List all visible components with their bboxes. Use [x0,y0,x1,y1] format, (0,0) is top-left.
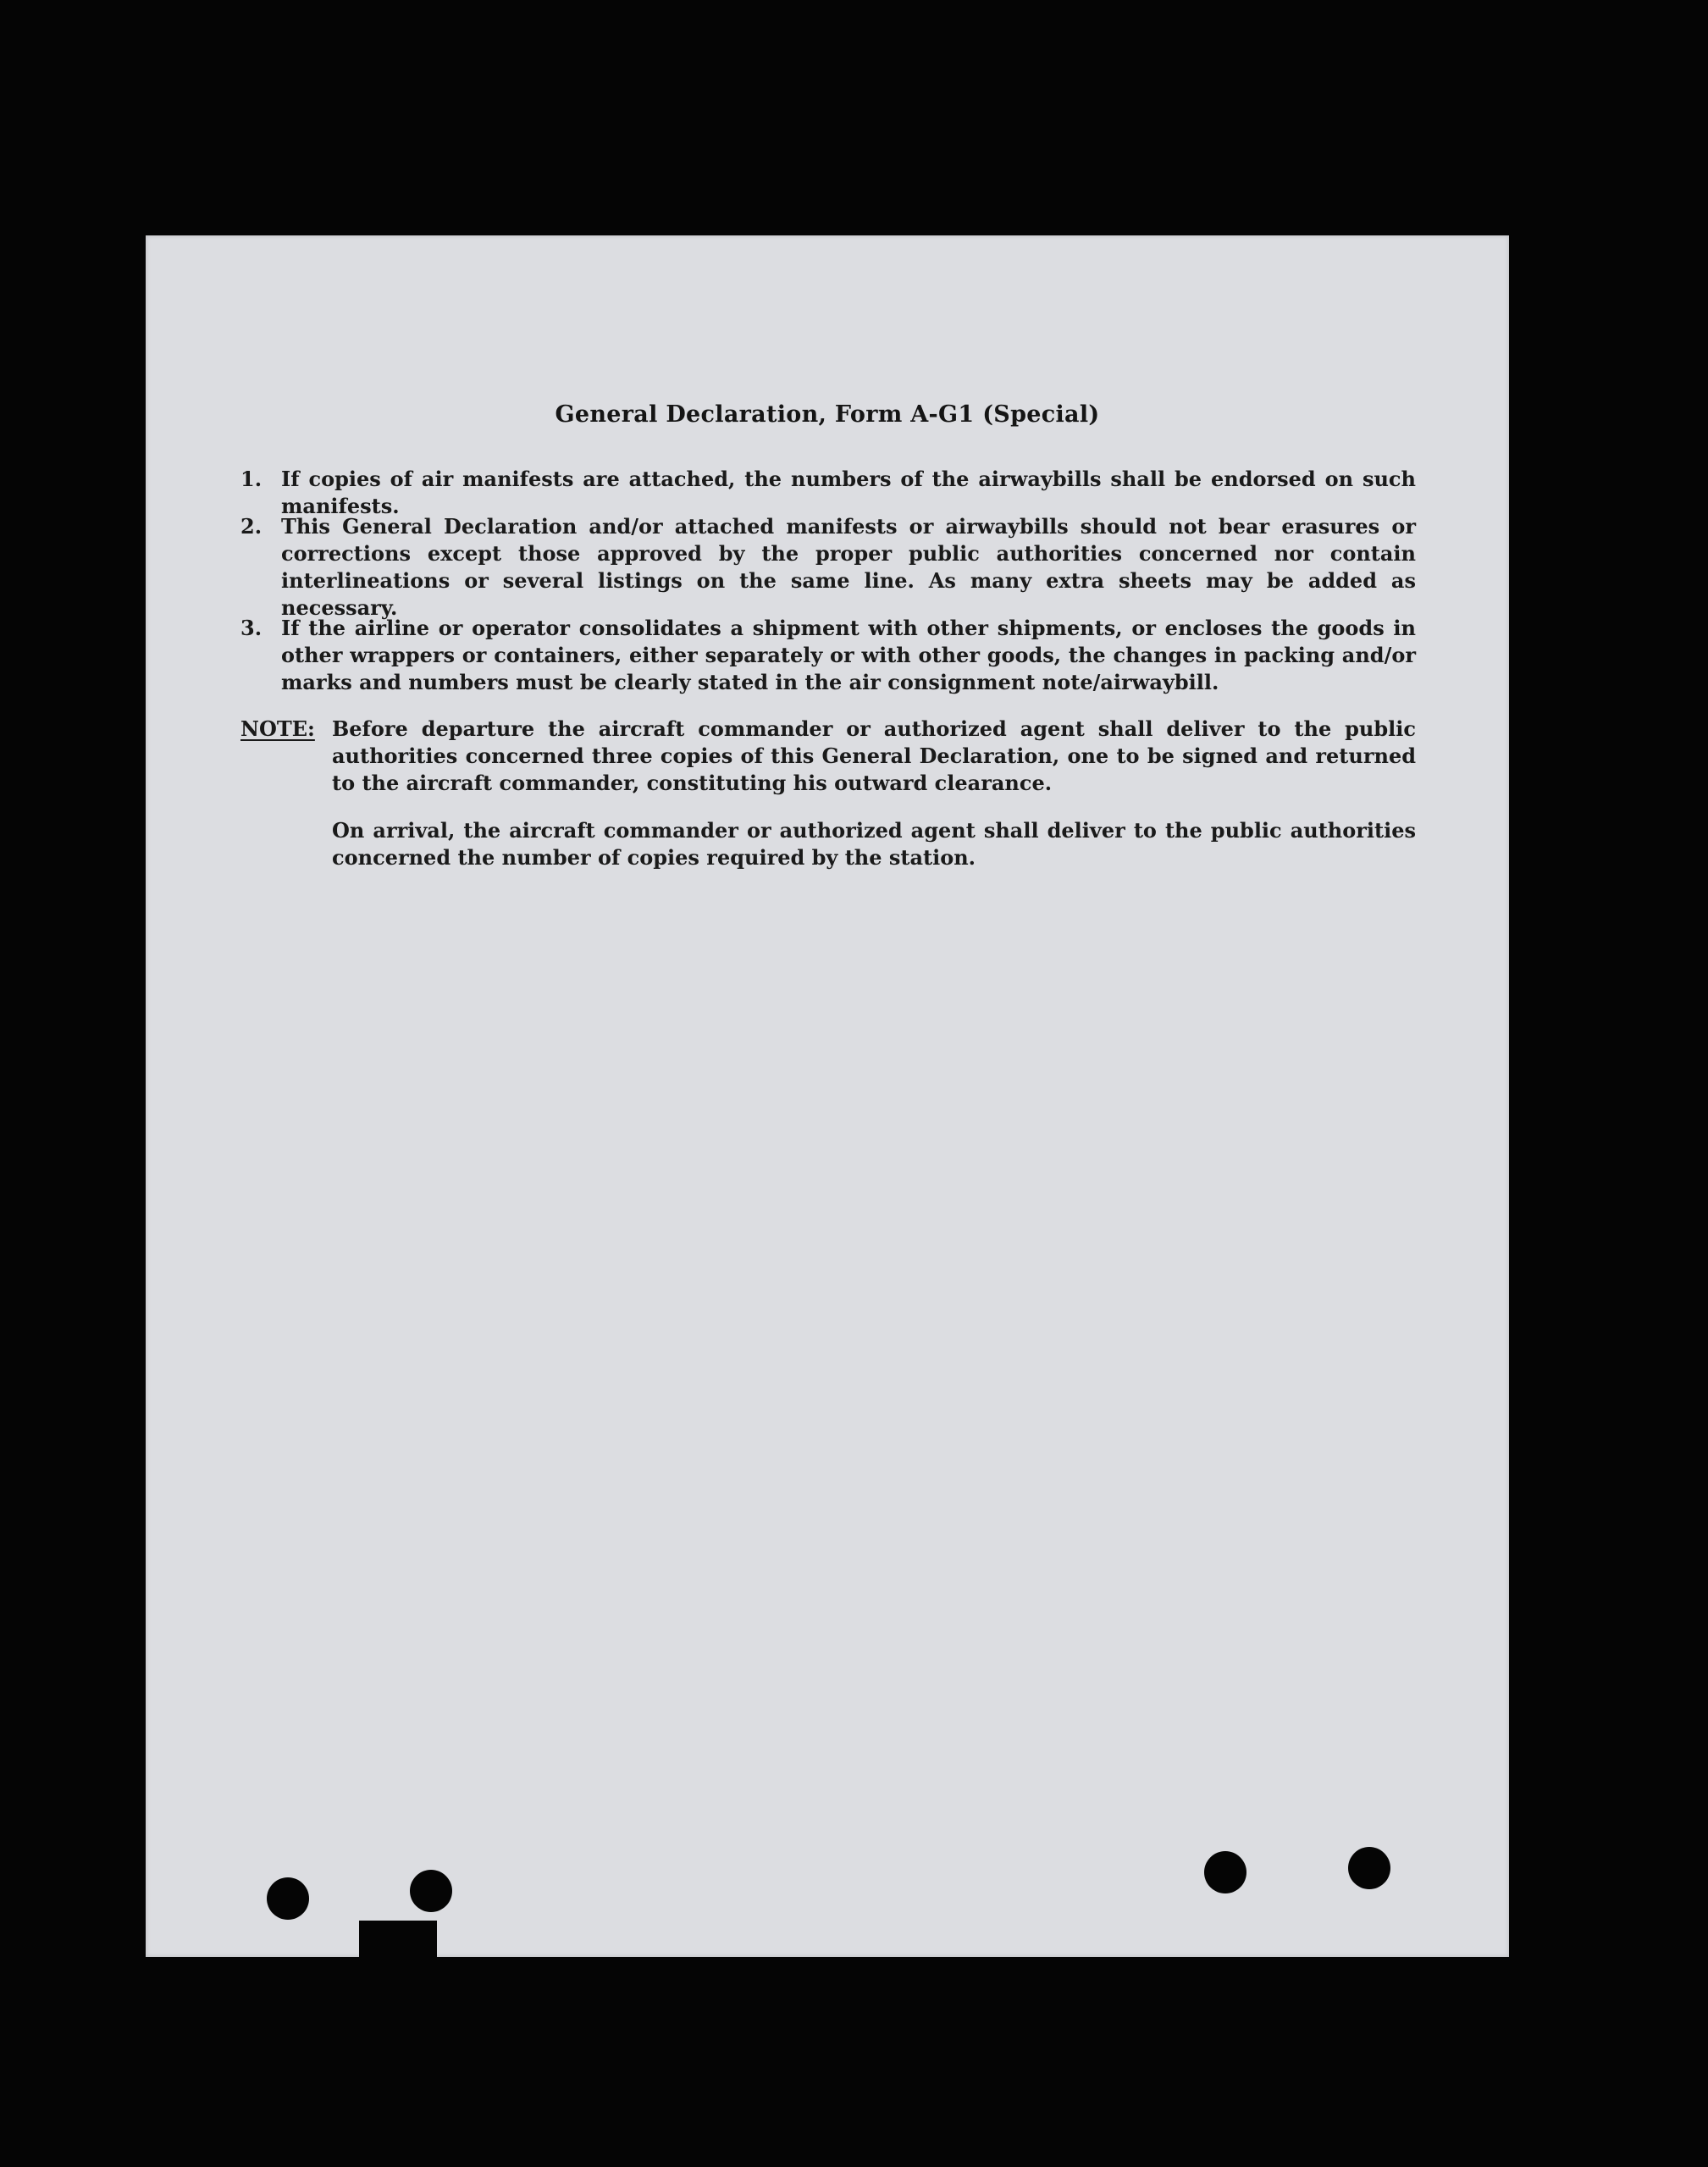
list-item-number: 3. [240,616,263,640]
list-item [240,466,1416,520]
punch-hole [1348,1847,1390,1889]
list-item [240,513,1416,622]
list-item-text: If copies of air manifests are attached, the numbers of the airwaybills shall be endorsed on such manifests. [281,467,1416,518]
list-item-number: 1. [240,467,263,491]
note-label: NOTE: [240,716,315,741]
note-block [240,817,1416,871]
document-page [146,235,1509,1957]
punch-hole [410,1870,452,1912]
note-paragraph: On arrival, the aircraft commander or authorized agent shall deliver to the public authorities concerned the number of copies required by the station. [332,818,1416,870]
note-paragraph: Before departure the aircraft commander or authorized agent shall deliver to the public authorities concerned three copies of this General Declaration, one to be signed and returned to the aircraft commander, constituting his outward clearance. [332,716,1416,795]
list-item-text: If the airline or operator consolidates a shipment with other shipments, or encloses the goods in other wrappers or containers, either separately or with other goods, the changes in packing and/or marks and numbers must be clearly stated in the air consignment note/airwaybill. [281,616,1416,694]
note-block [240,716,1416,797]
document-title: General Declaration, Form A-G1 (Special) [555,401,1100,428]
list-item-text: This General Declaration and/or attached manifests or airwaybills should not bear erasures or corrections except those approved by the proper public authorities concerned nor contain interlineations or several listings on the same line. As many extra sheets may be added as necessary. [281,514,1416,620]
list-item-number: 2. [240,514,263,539]
punch-hole [1204,1851,1246,1893]
binder-notch [359,1921,437,1957]
list-item [240,615,1416,696]
punch-hole [267,1877,309,1920]
